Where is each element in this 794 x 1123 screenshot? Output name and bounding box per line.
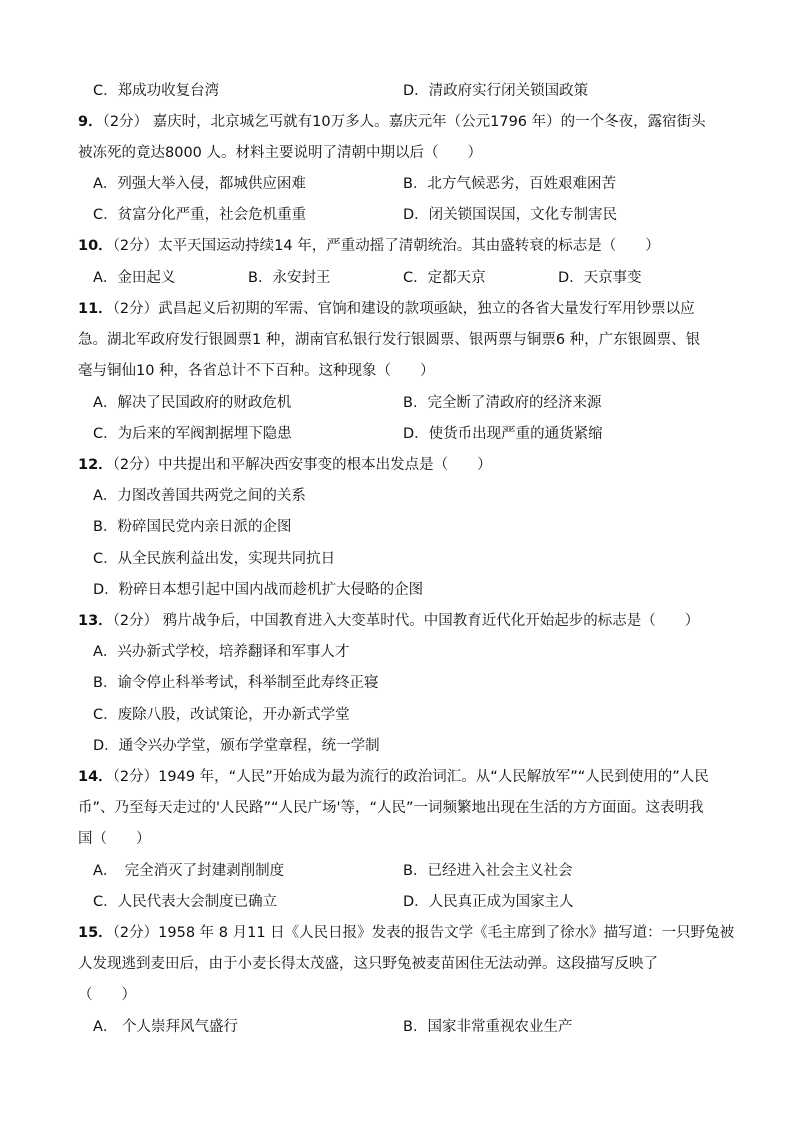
q14-stem-line-3: 国（ ） xyxy=(78,831,151,847)
q14-stem-line-1 xyxy=(78,766,709,788)
q11-text: 武昌起义后初期的军需、官饷和建设的款项亟缺，独立的各省大量发行军用钞票以应 xyxy=(158,301,695,317)
q9-option-b: B．北方气候恶劣，百姓艰难困苦 xyxy=(403,176,616,192)
q10-option-b: B．永安封王 xyxy=(248,270,331,286)
q13-option-a: A．兴办新式学校，培养翻译和军事人才 xyxy=(93,644,350,660)
q12-option-c: C．从全民族利益出发，实现共同抗日 xyxy=(93,551,336,567)
q10-option-c: C．定都天京 xyxy=(403,270,486,286)
q11-stem-line-1 xyxy=(78,298,695,320)
q9-score: （2分） xyxy=(102,114,149,130)
q10-number: 10． xyxy=(78,238,113,254)
q11-option-d: D．使货币出现严重的通货紧缩 xyxy=(403,426,603,442)
q13-text: 鸦片战争后，中国教育进入大变革时代。中国教育近代化开始起步的标志是（ ） xyxy=(158,613,700,629)
q9-number: 9． xyxy=(78,114,103,130)
q12-score: （2分） xyxy=(112,457,159,473)
q14-option-c: C．人民代表大会制度已确立 xyxy=(93,894,278,910)
q13-number: 13． xyxy=(78,613,113,629)
q12-option-b: B．粉碎国民党内亲日派的企图 xyxy=(93,519,292,535)
q10-text: 太平天国运动持续14 年，严重动摇了清朝统治。其由盛转衰的标志是（ ） xyxy=(158,238,660,254)
q10-stem-line-1 xyxy=(78,235,660,257)
q10-score: （2分） xyxy=(112,238,159,254)
q13-option-d: D．通令兴办学堂，颁布学堂章程，统一学制 xyxy=(93,738,380,754)
q13-stem-line-1 xyxy=(78,610,699,632)
q14-stem-line-2: 币”、乃至每天走过的'人民路”“人民广场'等，“人民”一词频繁地出现在生活的方方面面。这表明我 xyxy=(78,800,704,816)
q9-option-a: A．列强大举入侵，都城供应困难 xyxy=(93,176,306,192)
q11-option-c: C．为后来的军阀割据埋下隐患 xyxy=(93,426,292,442)
q14-text: 1949 年，“人民”开始成为最为流行的政治词汇。从“人民解放军”“人民到使用的”人民 xyxy=(158,769,709,785)
q12-option-d: D．粉碎日本想引起中国内战而趁机扩大侵略的企图 xyxy=(93,582,424,598)
q9-option-d: D．闭关锁国误国，文化专制害民 xyxy=(403,207,618,223)
q12-text: 中共提出和平解决西安事变的根本出发点是（ ） xyxy=(158,457,492,473)
q15-stem-line-3: （ ） xyxy=(78,987,136,1003)
q11-number: 11． xyxy=(78,301,113,317)
q11-option-a: A．解决了民国政府的财政危机 xyxy=(93,395,292,411)
q14-option-d: D．人民真正成为国家主人 xyxy=(403,894,574,910)
q9-option-c: C．贫富分化严重，社会危机重重 xyxy=(93,207,307,223)
q15-text: 1958 年 8 月11 日《人民日报》发表的报告文学《毛主席到了徐水》描写道：一只野兔被 xyxy=(158,925,735,941)
q14-number: 14． xyxy=(78,769,113,785)
q13-option-b: B．谕令停止科举考试，科举制至此寿终正寝 xyxy=(93,675,379,691)
q9-stem-line-2: 被冻死的竟达8000 人。材料主要说明了清朝中期以后（ ） xyxy=(78,145,483,161)
q13-option-c: C．废除八股，改试策论，开办新式学堂 xyxy=(93,707,350,723)
q10-option-d: D．天京事变 xyxy=(558,270,642,286)
q8-option-c: C．郑成功收复台湾 xyxy=(93,83,220,99)
q12-stem-line-1 xyxy=(78,454,492,476)
q15-stem-line-2: 人发现逃到麦田后，由于小麦长得太茂盛，这只野兔被麦苗困住无法动弹。这段描写反映了 xyxy=(78,956,658,972)
q11-score: （2分） xyxy=(112,301,159,317)
q11-stem-line-2: 急。湖北军政府发行银圆票1 种，湖南官私银行发行银圆票、银两票与铜票6 种，广东银圆票、银 xyxy=(78,332,701,348)
q13-score: （2分） xyxy=(112,613,159,629)
q10-option-a: A．金田起义 xyxy=(93,270,176,286)
q8-option-d: D．清政府实行闭关锁国政策 xyxy=(403,83,589,99)
q15-option-a: A． 个人崇拜风气盛行 xyxy=(93,1019,239,1035)
q15-stem-line-1 xyxy=(78,922,734,944)
q15-number: 15． xyxy=(78,925,113,941)
q15-option-b: B．国家非常重视农业生产 xyxy=(403,1019,573,1035)
q11-option-b: B．完全断了清政府的经济来源 xyxy=(403,395,602,411)
q14-option-b: B．已经进入社会主义社会 xyxy=(403,863,573,879)
q11-stem-line-3: 毫与铜仙10 种，各省总计不下百种。这种现象（ ） xyxy=(78,363,435,379)
q14-score: （2分） xyxy=(112,769,159,785)
q9-text: 嘉庆时，北京城乞丐就有10万多人。嘉庆元年（公元1796 年）的一个冬夜，露宿街头 xyxy=(148,114,706,130)
q9-stem-line-1 xyxy=(78,111,706,133)
q12-option-a: A．力图改善国共两党之间的关系 xyxy=(93,488,306,504)
q15-score: （2分） xyxy=(112,925,159,941)
q14-option-a: A． 完全消灭了封建剥削制度 xyxy=(93,863,285,879)
q12-number: 12． xyxy=(78,457,113,473)
